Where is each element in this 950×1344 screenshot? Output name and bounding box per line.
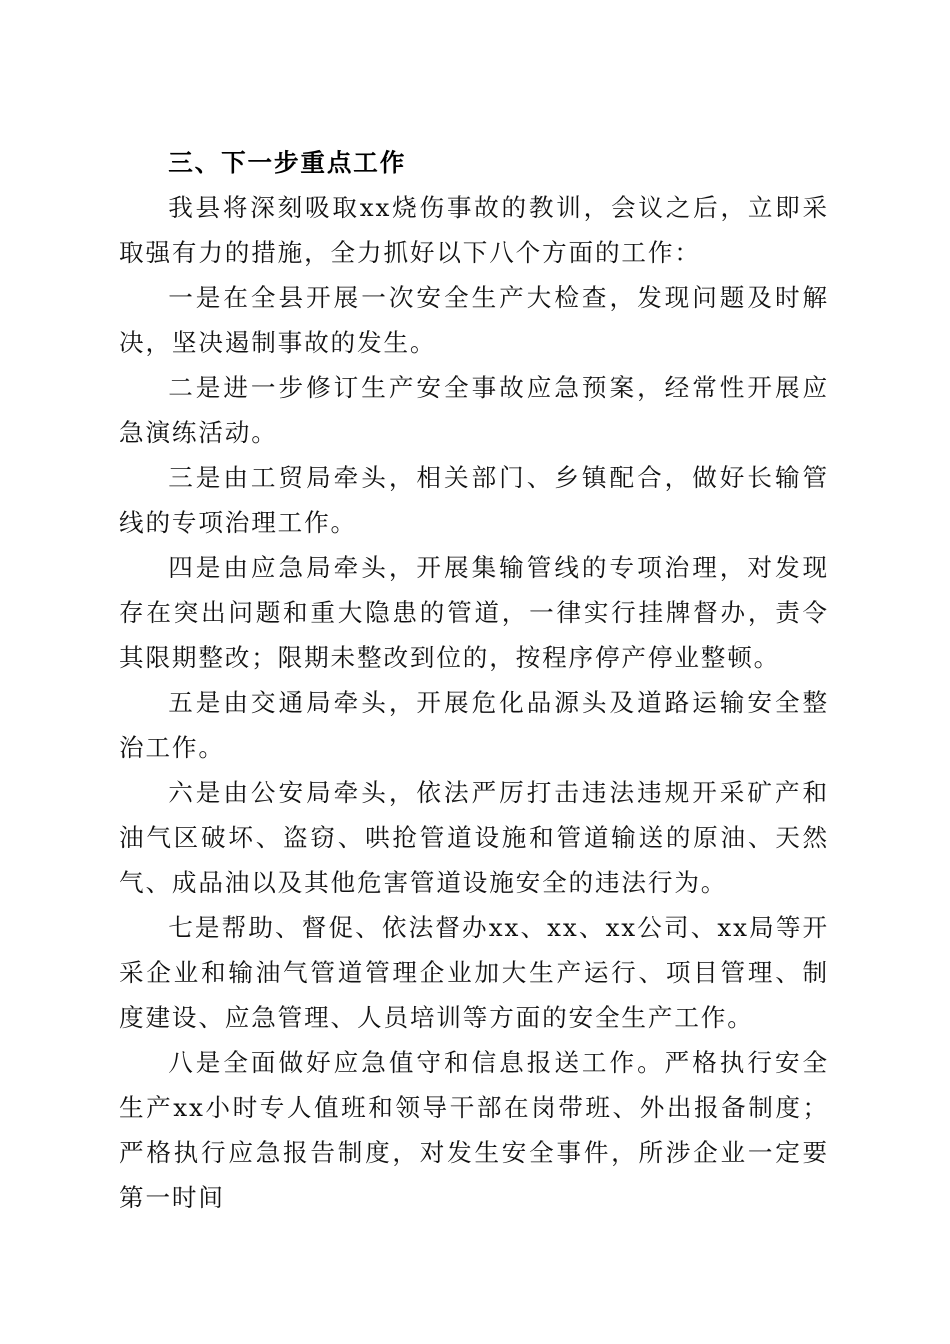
paragraph-item-4: 四是由应急局牵头，开展集输管线的专项治理，对发现存在突出问题和重大隐患的管道，一律实行挂牌督办，责令其限期整改；限期未整改到位的，按程序停产停业整顿。 bbox=[119, 553, 829, 672]
paragraph-item-2: 二是进一步修订生产安全事故应急预案，经常性开展应急演练活动。 bbox=[119, 373, 829, 447]
document-body bbox=[119, 140, 829, 1220]
paragraph-item-8: 八是全面做好应急值守和信息报送工作。严格执行安全生产xx小时专人值班和领导干部在岗带班、外出报备制度；严格执行应急报告制度，对发生安全事件，所涉企业一定要第一时间 bbox=[119, 1048, 829, 1212]
paragraph-intro: 我县将深刻吸取xx烧伤事故的教训，会议之后，立即采取强有力的措施，全力抓好以下八个方面的工作： bbox=[119, 193, 829, 267]
paragraph-item-1: 一是在全县开展一次安全生产大检查，发现问题及时解决，坚决遏制事故的发生。 bbox=[119, 283, 829, 357]
paragraph-item-3: 三是由工贸局牵头，相关部门、乡镇配合，做好长输管线的专项治理工作。 bbox=[119, 463, 829, 537]
paragraph-item-5: 五是由交通局牵头，开展危化品源头及道路运输安全整治工作。 bbox=[119, 688, 829, 762]
section-heading: 三、下一步重点工作 bbox=[168, 148, 407, 177]
paragraph-item-7: 七是帮助、督促、依法督办xx、xx、xx公司、xx局等开采企业和输油气管道管理企业加大生产运行、项目管理、制度建设、应急管理、人员培训等方面的安全生产工作。 bbox=[119, 913, 829, 1032]
paragraph-item-6: 六是由公安局牵头，依法严厉打击违法违规开采矿产和油气区破坏、盗窃、哄抢管道设施和管道输送的原油、天然气、成品油以及其他危害管道设施安全的违法行为。 bbox=[119, 778, 829, 897]
